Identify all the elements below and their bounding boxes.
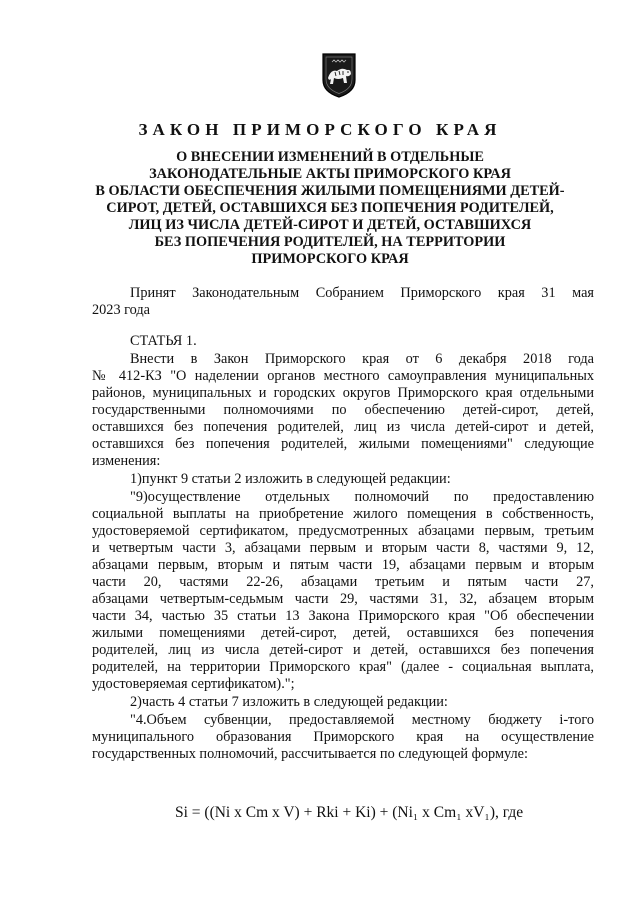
quoted-line: абзацами четвертым-седьмым части 29, частями 31, 32, абзацем вторым: [92, 591, 594, 607]
paragraph-line: Внести в Закон Приморского края от 6 декабря 2018 года: [130, 351, 594, 367]
quoted-line: удостоверяемой сертификатом, предусмотренных абзацами первым, третьим: [92, 523, 594, 539]
paragraph-line: № 412-КЗ "О наделении органов местного самоуправления муниципальных: [92, 368, 594, 384]
primorsky-krai-coat-of-arms-icon: [321, 52, 357, 98]
adoption-line: Принят Законодательным Собранием Приморского края 31 мая: [130, 285, 594, 301]
subtitle-line: В ОБЛАСТИ ОБЕСПЕЧЕНИЯ ЖИЛЫМИ ПОМЕЩЕНИЯМИ ДЕТЕЙ-: [95, 183, 565, 199]
quoted-line: части 34, частью 35 статьи 13 Закона Приморского края "Об обеспечении: [92, 608, 594, 624]
quoted-line: удостоверяемая сертификатом).";: [92, 676, 295, 692]
quoted-line: социальной выплаты на приобретение жилого помещения в собственность,: [92, 506, 594, 522]
quoted-line: муниципального образования Приморского края на осуществление: [92, 729, 594, 745]
adoption-year: 2023 года: [92, 302, 151, 318]
quoted-line: и четвертым части 3, абзацами первым и вторым части 8, частями 9, 12,: [92, 540, 594, 556]
item-intro: 1)пункт 9 статьи 2 изложить в следующей редакции:: [130, 471, 451, 487]
quoted-line: родителей, лиц из числа детей-сирот и детей, оставшихся без попечения: [92, 642, 594, 658]
quoted-line: части 20, частями 22-26, абзацами третьим и пятым части 27,: [92, 574, 594, 590]
paragraph-line: районов, муниципальных и городских округов Приморского края отдельными: [92, 385, 594, 401]
quoted-line: государственных полномочий, рассчитывается по следующей формуле:: [92, 746, 528, 762]
quoted-line: абзацами первым, вторым и пятым части 19, абзацами первым и вторым: [92, 557, 594, 573]
paragraph-line: изменения:: [92, 453, 161, 469]
quoted-line: "9)осуществление отдельных полномочий по предоставлению: [130, 489, 594, 505]
quoted-line: жилыми помещениями детей-сирот, детей, оставшихся без попечения: [92, 625, 594, 641]
paragraph-line: оставшихся без попечения родителей, лиц из числа детей-сирот и детей,: [92, 419, 594, 435]
subtitle-line: БЕЗ ПОПЕЧЕНИЯ РОДИТЕЛЕЙ, НА ТЕРРИТОРИИ: [154, 234, 506, 250]
subtitle-line: ЗАКОНОДАТЕЛЬНЫЕ АКТЫ ПРИМОРСКОГО КРАЯ: [149, 166, 511, 182]
paragraph-line: государственными полномочиями по обеспечению детей-сирот, детей,: [92, 402, 594, 418]
subtitle-line: ПРИМОРСКОГО КРАЯ: [251, 251, 409, 267]
subtitle-line: СИРОТ, ДЕТЕЙ, ОСТАВШИХСЯ БЕЗ ПОПЕЧЕНИЯ РОДИТЕЛЕЙ,: [106, 200, 554, 216]
quoted-line: родителей, на территории Приморского края" (далее - социальная выплата,: [92, 659, 594, 675]
subtitle-line: ЛИЦ ИЗ ЧИСЛА ДЕТЕЙ-СИРОТ И ДЕТЕЙ, ОСТАВШИХСЯ: [128, 217, 532, 233]
subvention-formula: Si = ((Ni x Cm x V) + Rki + Ki) + (Ni₁ x Cm₁ xV₁), где: [175, 804, 524, 821]
item-intro: 2)часть 4 статьи 7 изложить в следующей редакции:: [130, 694, 448, 710]
law-title: ЗАКОН ПРИМОРСКОГО КРАЯ: [138, 120, 502, 139]
paragraph-line: оставшихся без попечения родителей, жилыми помещениями" следующие: [92, 436, 594, 452]
law-subtitle: [60, 149, 600, 268]
subtitle-line: О ВНЕСЕНИИ ИЗМЕНЕНИЙ В ОТДЕЛЬНЫЕ: [176, 149, 484, 165]
article-heading: СТАТЬЯ 1.: [130, 333, 197, 349]
quoted-line: "4.Объем субвенции, предоставляемой местному бюджету i-того: [130, 712, 594, 728]
